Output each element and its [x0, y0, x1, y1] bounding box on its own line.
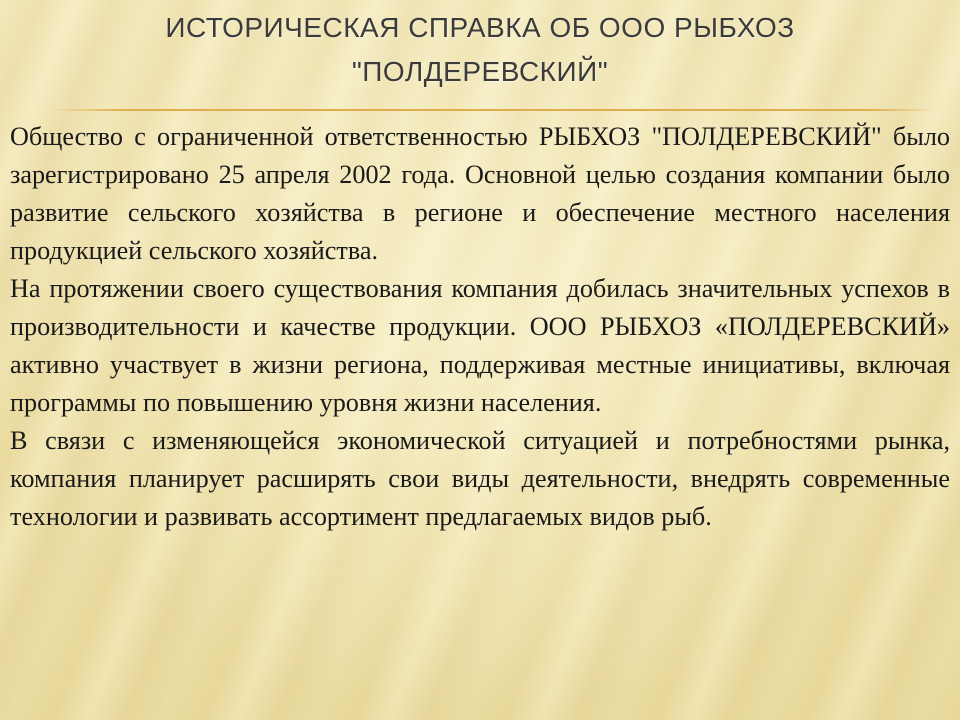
slide-body — [10, 118, 950, 536]
slide-title-line-2: "ПОЛДЕРЕВСКИЙ" — [351, 56, 609, 87]
slide-title-line-1: ИСТОРИЧЕСКАЯ СПРАВКА ОБ ООО РЫБХОЗ — [165, 12, 795, 43]
paragraph-registration: Общество с ограниченной ответственностью РЫБХОЗ "ПОЛДЕРЕВСКИЙ" было зарегистрировано 25 апреля 2002 года. Основной целью создания компании было развитие сельского хозяйства в регионе и обеспечение местного населения продукцией сельского хозяйства. — [10, 122, 950, 265]
title-divider — [52, 109, 936, 111]
paragraph-plans: В связи с изменяющейся экономической ситуацией и потребностями рынка, компания планирует расширять свои виды деятельности, внедрять современные технологии и развивать ассортимент предлагаемых видов рыб. — [10, 426, 950, 531]
slide-title — [40, 6, 920, 94]
paragraph-achievements: На протяжении своего существования компания добилась значительных успехов в производительности и качестве продукции. ООО РЫБХОЗ «ПОЛДЕРЕВСКИЙ» активно участвует в жизни региона, поддерживая местные инициативы, включая программы по повышению уровня жизни населения. — [10, 274, 950, 417]
